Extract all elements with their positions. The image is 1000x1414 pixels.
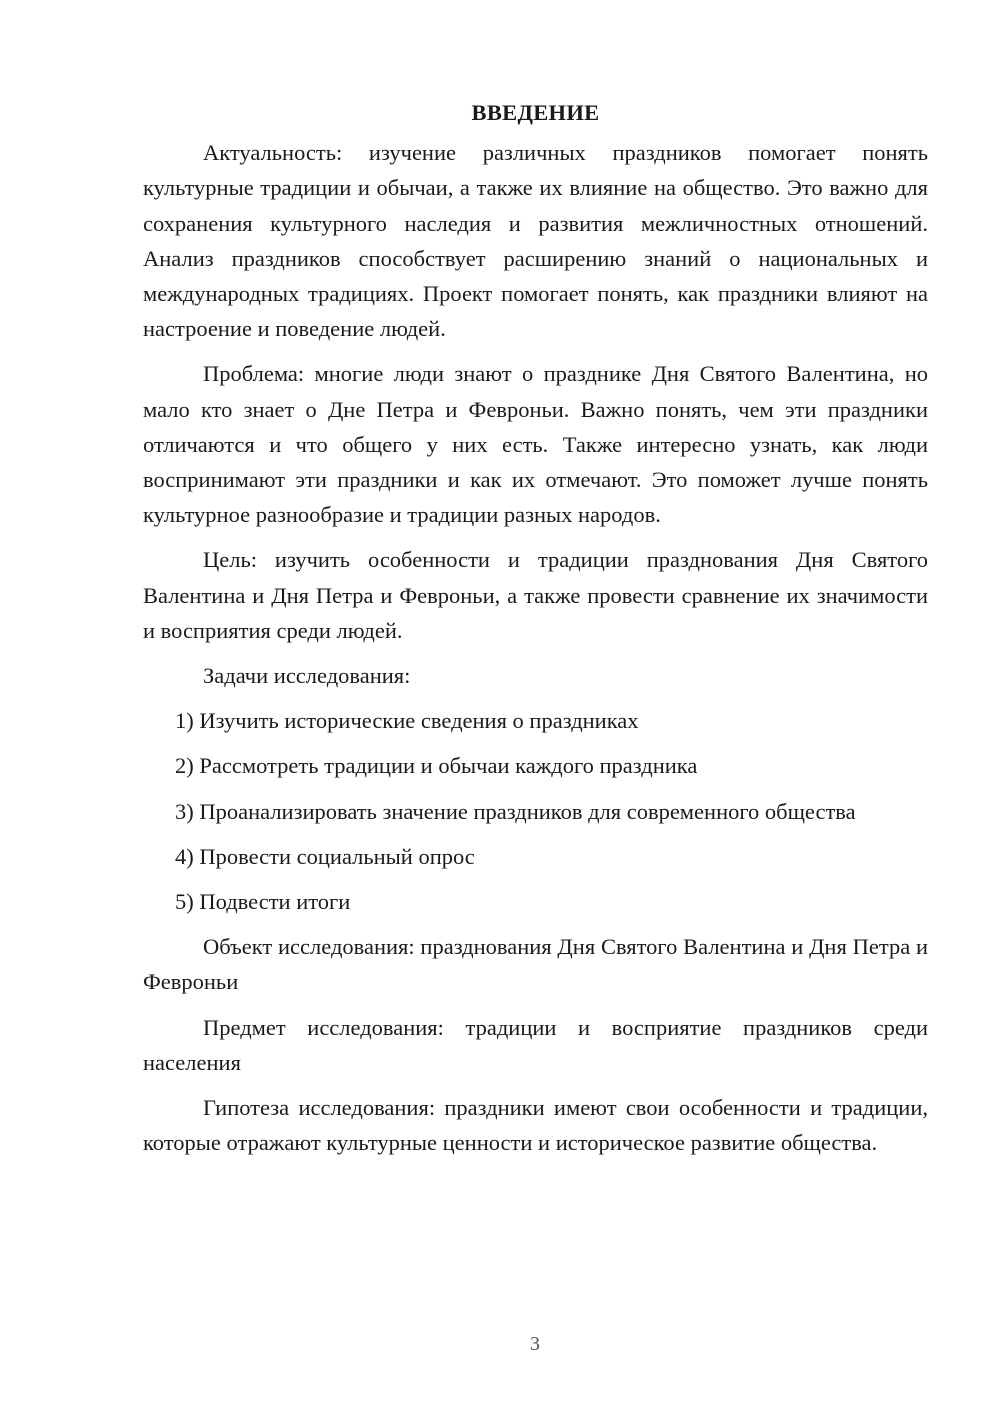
task-item-2: 2) Рассмотреть традиции и обычаи каждого праздника xyxy=(175,753,698,779)
paragraph-object: Объект исследования: празднования Дня Святого Валентина и Дня Петра и Февроньи xyxy=(143,934,928,995)
paragraph-problem: Проблема: многие люди знают о празднике Дня Святого Валентина, но мало кто знает о Дне Петра и Февроньи. Важно понять, чем эти праздники отличаются и что общего у них есть. Также интересно узнать, как люди воспринимают эти праздники и как их отмечают. Это поможет лучше понять культурное разнообразие и традиции разных народов. xyxy=(143,361,928,528)
task-item-4: 4) Провести социальный опрос xyxy=(175,843,475,869)
paragraph-subject: Предмет исследования: традиции и восприятие праздников среди населения xyxy=(143,1014,928,1075)
page-content xyxy=(143,95,928,1170)
section-title: ВВЕДЕНИЕ xyxy=(471,100,600,125)
paragraph-tasks-heading: Задачи исследования: xyxy=(203,663,411,689)
task-item-3: 3) Проанализировать значение праздников для современного общества xyxy=(175,798,856,824)
paragraph-goal: Цель: изучить особенности и традиции празднования Дня Святого Валентина и Дня Петра и Февроньи, а также провести сравнение их значимости и восприятия среди людей. xyxy=(143,547,928,643)
task-item-5: 5) Подвести итоги xyxy=(175,889,351,915)
paragraph-hypothesis: Гипотеза исследования: праздники имеют свои особенности и традиции, которые отражают культурные ценности и историческое развитие общества. xyxy=(143,1095,928,1156)
paragraph-relevance: Актуальность: изучение различных праздников помогает понять культурные традиции и обычаи, а также их влияние на общество. Это важно для сохранения культурного наследия и развития межличностных отношений. Анализ праздников способствует расширению знаний о национальных и международных традициях. Проект помогает понять, как праздники влияют на настроение и поведение людей. xyxy=(143,140,928,342)
task-item-1: 1) Изучить исторические сведения о праздниках xyxy=(175,708,639,734)
page-number: 3 xyxy=(530,1333,540,1355)
